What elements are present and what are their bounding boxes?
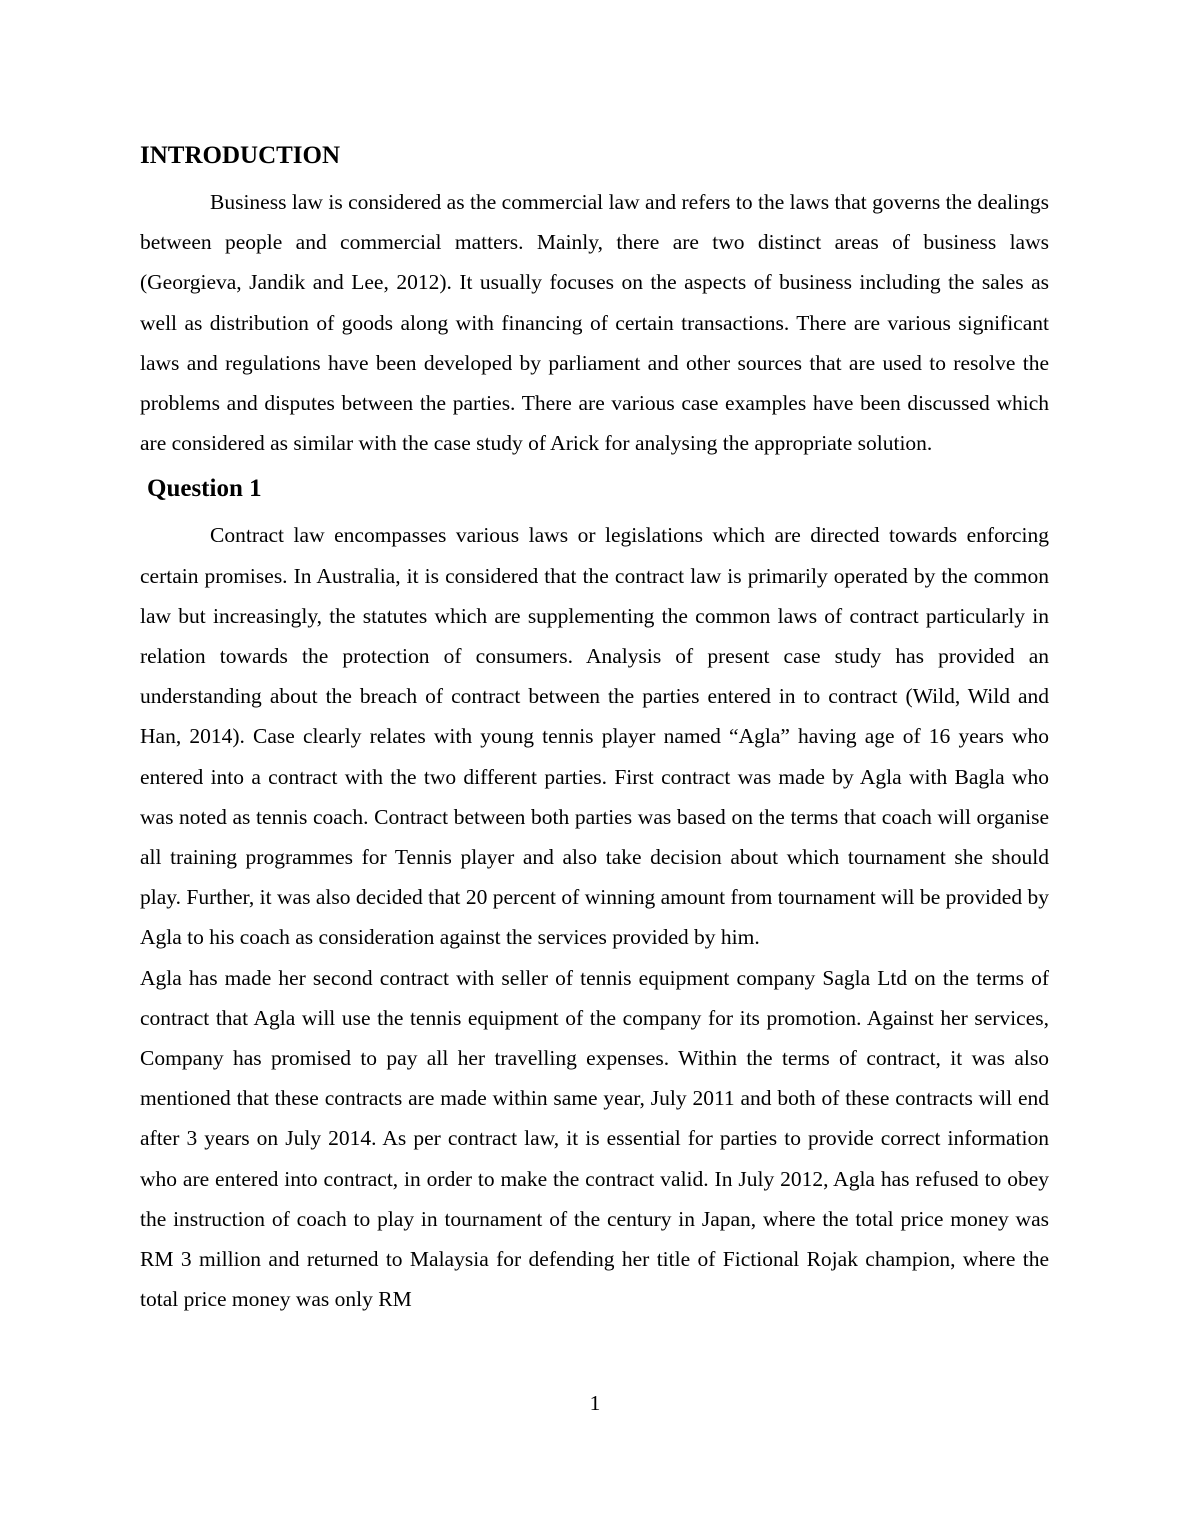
- question-1-paragraph-2: Agla has made her second contract with seller of tennis equipment company Sagla Ltd on the terms of contract that Agla will use the tennis equipment of the company for its promotion. Against her services, Company has promised to pay all her travelling expenses. Within the terms of contract, it was also mentioned that these contracts are made within same year, July 2011 and both of these contracts will end after 3 years on July 2014. As per contract law, it is essential for parties to provide correct information who are entered into contract, in order to make the contract valid. In July 2012, Agla has refused to obey the instruction of coach to play in tournament of the century in Japan, where the total price money was RM 3 million and returned to Malaysia for defending her title of Fictional Rojak champion, where the total price money was only RM: [140, 965, 1049, 1312]
- document-page: [140, 138, 1049, 1319]
- question-1-paragraph-1: Contract law encompasses various laws or legislations which are directed towards enforcing certain promises. In Australia, it is considered that the contract law is primarily operated by the common law but increasingly, the statutes which are supplementing the common laws of contract particularly in relation towards the protection of consumers. Analysis of present case study has provided an understanding about the breach of contract between the parties entered in to contract (Wild, Wild and Han, 2014). Case clearly relates with young tennis player named “Agla” having age of 16 years who entered into a contract with the two different parties. First contract was made by Agla with Bagla who was noted as tennis coach. Contract between both parties was based on the terms that coach will organise all training programmes for Tennis player and also take decision about which tournament she should play. Further, it was also decided that 20 percent of winning amount from tournament will be provided by Agla to his coach as consideration against the services provided by him.: [140, 523, 1049, 950]
- introduction-heading: INTRODUCTION: [140, 142, 341, 169]
- introduction-paragraph: Business law is considered as the commercial law and refers to the laws that governs the dealings between people and commercial matters. Mainly, there are two distinct areas of business laws (Georgieva, Jandik and Lee, 2012). It usually focuses on the aspects of business including the sales as well as distribution of goods along with financing of certain transactions. There are various significant laws and regulations have been developed by parliament and other sources that are used to resolve the problems and disputes between the parties. There are various case examples have been discussed which are considered as similar with the case study of Arick for analysing the appropriate solution.: [140, 190, 1049, 456]
- page-number: 1: [589, 1391, 601, 1415]
- question-1-heading: Question 1: [147, 475, 262, 503]
